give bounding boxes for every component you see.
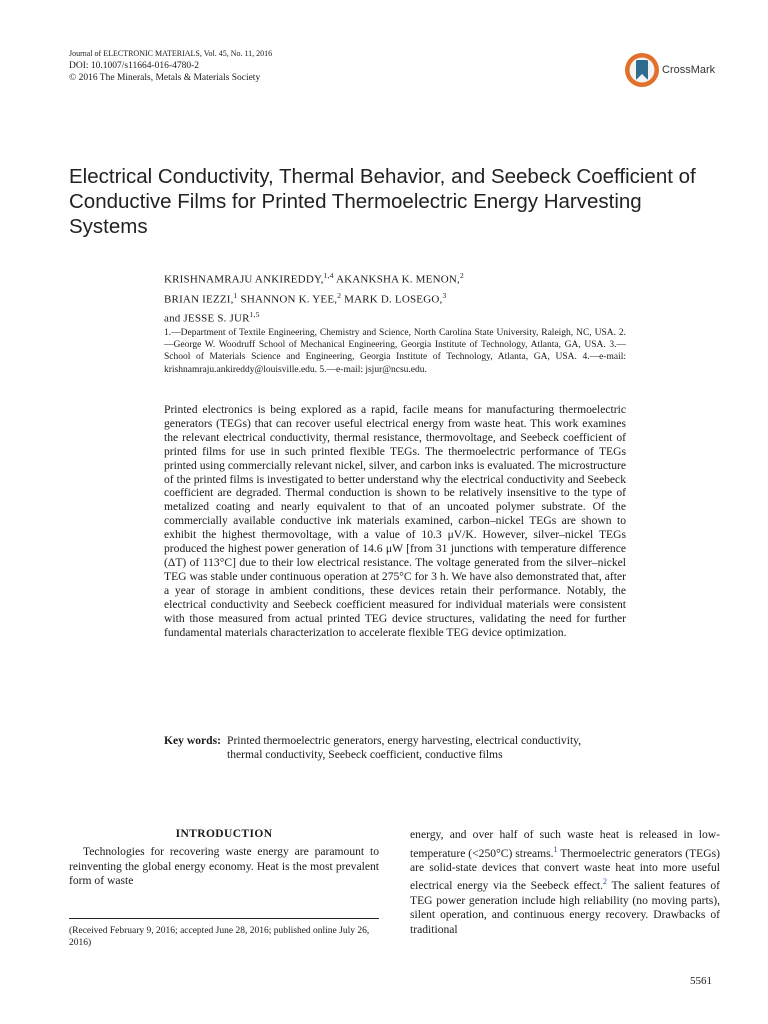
intro-text: Thermoelectric generators (TEGs) are solid-state devices that convert waste heat into more useful electrical energy via the Seebeck effect. bbox=[410, 846, 720, 893]
author-affiliation-ref: 1,4 bbox=[323, 271, 334, 280]
author-affiliation-ref: 3 bbox=[442, 290, 447, 300]
author-affiliation-ref: 2 bbox=[459, 271, 464, 280]
copyright: © 2016 The Minerals, Metals & Materials Society bbox=[69, 73, 261, 83]
journal-info bbox=[69, 48, 272, 84]
keywords-text: Printed thermoelectric generators, energy harvesting, electrical conductivity, thermal conductivity, Seebeck coefficient, conductive films bbox=[227, 734, 582, 762]
keywords-label: Key words: bbox=[164, 734, 221, 747]
keywords bbox=[164, 734, 626, 762]
footnote-divider bbox=[69, 918, 379, 919]
journal-citation: Journal of ELECTRONIC MATERIALS, Vol. 45, No. 11, 2016 bbox=[69, 49, 273, 58]
author-affiliation-ref: 1 bbox=[233, 290, 238, 300]
intro-text: energy, and over half of such waste heat is released in low-temperature (<250°C) streams. bbox=[410, 828, 720, 860]
author-affiliation-ref: 1,5 bbox=[249, 310, 260, 320]
author-name: KRISHNAMRAJU ANKIREDDY, bbox=[164, 273, 324, 286]
intro-right-column bbox=[410, 828, 720, 937]
author-name: AKANKSHA K. MENON, bbox=[335, 273, 460, 286]
crossmark-badge[interactable] bbox=[624, 52, 715, 88]
crossmark-label: CrossMark bbox=[662, 64, 716, 76]
received-dates: (Received February 9, 2016; accepted June 28, 2016; published online July 26, 2016) bbox=[69, 926, 370, 948]
crossmark-icon bbox=[624, 52, 660, 88]
page-number: 5561 bbox=[690, 975, 712, 987]
citation-link[interactable]: 1 bbox=[553, 844, 558, 854]
doi[interactable]: DOI: 10.1007/s11664-016-4780-2 bbox=[69, 61, 199, 71]
author-affiliation-ref: 2 bbox=[337, 290, 342, 300]
author-name: BRIAN IEZZI, bbox=[164, 293, 234, 306]
abstract: Printed electronics is being explored as a rapid, facile means for manufacturing thermoelectric generators (TEGs) that can recover useful electrical energy from waste heat. This work examines the relevant electrical conductivity, thermal resistance, thermovoltage, and Seebeck coefficient of printed films for use in such printed flexible TEGs. The thermoelectric performance of TEGs printed using commercially relevant nickel, silver, and carbon inks is evaluated. The microstructure of the printed films is investigated to better understand why the electrical conductivity and Seebeck coefficient are degraded. Thermal conduction is shown to be relatively insensitive to the type of metalized coating and nearly equivalent to that of an uncoated polymer substrate. Of the commercially available conductive ink materials examined, carbon–nickel TEGs are shown to exhibit the highest thermovoltage, with a value of 10.3 μV/K. However, silver–nickel TEGs produced the highest power generation of 14.6 μW [from 31 junctions with temperature difference (ΔT) of 113°C] due to their low electrical resistance. The voltage generated from the silver–nickel TEG was stable under continuous operation at 275°C for 3 h. We have also demonstrated that, after a year of storage in ambient conditions, these devices retain their performance. Notably, the electrical conductivity and Seebeck coefficient measured for individual materials were consistent with those measured from actual printed TEG device structures, validating the need for further fundamental materials characterization to accelerate flexible TEG device optimization. bbox=[164, 403, 626, 639]
intro-text: The salient features of TEG power generation include high reliability (no moving parts), silent operation, and continuous energy recovery. Drawbacks of traditional bbox=[410, 879, 720, 936]
author-name: SHANNON K. YEE, bbox=[240, 293, 338, 306]
intro-paragraph: Technologies for recovering waste energy are paramount to reinventing the global energy economy. Heat is the most prevalent form of waste bbox=[69, 845, 379, 887]
intro-left-column bbox=[69, 828, 379, 889]
author-name: and JESSE S. JUR bbox=[164, 312, 250, 325]
section-heading: INTRODUCTION bbox=[175, 828, 273, 840]
affiliations: 1.—Department of Textile Engineering, Chemistry and Science, North Carolina State University, Raleigh, NC, USA. 2.—George W. Woodruff School of Mechanical Engineering, Georgia Institute of Technology, Atlanta, GA, USA. 3.—School of Materials Science and Engineering, Georgia Institute of Technology, Atlanta, GA, USA. 4.—e-mail: krishnamraju.ankireddy@louisville.edu. 5.—e-mail: jsjur@ncsu.edu. bbox=[164, 328, 626, 375]
article-title: Electrical Conductivity, Thermal Behavior, and Seebeck Coefficient of Conductive Films for Printed Thermoelectric Energy Harvesting Systems bbox=[69, 165, 696, 238]
author-list bbox=[164, 268, 464, 327]
author-name: MARK D. LOSEGO, bbox=[344, 293, 443, 306]
citation-link[interactable]: 2 bbox=[603, 877, 608, 887]
